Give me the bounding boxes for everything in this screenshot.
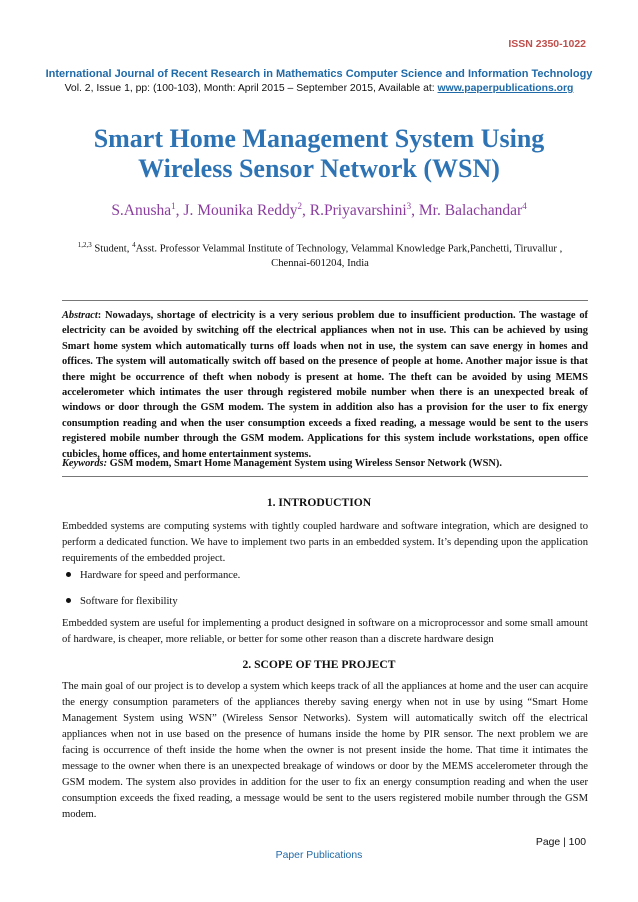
author-name: R.Priyavarshini [309, 202, 407, 220]
section-heading-scope: 2. SCOPE OF THE PROJECT [242, 658, 396, 671]
section-heading-introduction: 1. INTRODUCTION [266, 496, 372, 509]
affiliation-role: Student, [91, 243, 133, 255]
intro-paragraph-1: Embedded systems are computing systems with tightly coupled hardware and software integration, which are designed to perform a dedicated function. We have to implement two parts in an embedded system. It’s depending upon the application requirements of the embedded project. [62, 521, 588, 564]
bullet-icon [66, 572, 71, 577]
affiliation-sup: 1,2,3 [77, 241, 92, 249]
affiliation-line-2: Chennai-601204, India [271, 257, 369, 269]
abstract [62, 308, 588, 462]
list-item-text: Software for flexibility [80, 596, 178, 607]
author-name: Mr. Balachandar [418, 202, 523, 220]
keywords-label: Keywords: [62, 458, 108, 469]
issn-label: ISSN 2350-1022 [508, 38, 586, 50]
website-link[interactable]: www.paperpublications.org [437, 83, 574, 94]
paper-title [0, 124, 638, 184]
author-name: S.Anusha [111, 202, 172, 220]
volume-text: Vol. 2, Issue 1, pp: (100-103), Month: April 2015 – September 2015, Available at: [64, 83, 438, 94]
list-item [66, 570, 240, 581]
author-sup: 4 [522, 201, 527, 211]
keywords [62, 458, 588, 469]
divider-top [62, 300, 588, 301]
list-item-text: Hardware for speed and performance. [80, 570, 241, 581]
title-line-1: Smart Home Management System Using [93, 124, 545, 153]
affiliation-institute: Asst. Professor Velammal Institute of Technology, Velammal Knowledge Park,Panchetti, Tiruvallur , [135, 243, 563, 255]
abstract-text: : Nowadays, shortage of electricity is a very serious problem due to insufficient production. The wastage of electricity can be avoided by switching off the electrical appliances when not in use. This can be achieved by using Smart home system which automatically turns off loads when not in use, the system can save energy in homes and offices. The system will automatically switch off based on the presence of people at home. Another major issue is that there might be occurrence of theft when nobody is present at home. The theft can be avoided by using MEMS accelerometer which intimates the user through registered mobile number when there is an unexpected break of windows or door through the GSM modem. The system in addition also has a provision for the user to fix energy consumption reading and when the user consumption exceeds a fixed reading, a message would be sent to the users registered mobile number through the GSM modem. Applications for this system include workstations, open office cubicles, home offices, and home entertainment systems. [62, 310, 588, 460]
journal-name: International Journal of Recent Research in Mathematics Computer Science and Information Technology [45, 68, 593, 80]
bullet-icon [66, 598, 71, 603]
scope-paragraph: The main goal of our project is to develop a system which keeps track of all the appliances at home and the user can acquire the energy consumption parameters of the appliances thereby saving energy when not in use by using “Smart Home Management System using WSN” (Wireless Sensor Networks). System will automatically switch off the electrical appliances when not in use based on the presence of humans inside the home by PIR sensor. The next problem we are facing is occurrence of theft inside the home when the owner is not present inside the home. That time it intimates the message to the owner when there is an unexpected breakage of windows or door by the MEMS accelerometer through the GSM modem. The system also provides in addition for the user to fix an energy consumption reading and when the user consumption exceeds the fixed reading, a message would be sent to the users registered mobile number through the GSM modem. [62, 681, 588, 820]
affiliation-line-1 [60, 238, 580, 257]
intro-paragraph-2: Embedded system are useful for implementing a product designed in software on a microprocessor and some small amount of hardware, is cheaper, more reliable, or better for some other reason than a discrete hardware design [62, 618, 588, 645]
list-item [66, 596, 178, 607]
publisher-footer: Paper Publications [275, 850, 363, 861]
author-name: J. Mounika Reddy [183, 202, 298, 220]
abstract-label: Abstract [62, 310, 98, 321]
divider-bottom [62, 476, 588, 477]
page-number: Page | 100 [535, 837, 586, 848]
affiliation [60, 238, 580, 271]
author-sup: 3 [406, 201, 412, 211]
volume-info [0, 83, 638, 94]
title-line-2: Wireless Sensor Network (WSN) [138, 154, 500, 183]
keywords-text: GSM modem, Smart Home Management System using Wireless Sensor Network (WSN). [107, 458, 502, 469]
affiliation-sup: 4 [132, 241, 136, 249]
author-list: S.Anusha$^1$, J. Mounika Reddy$^2$, R.Priyavarshini$^3$, Mr. Balachandar$^4$ [111, 201, 527, 220]
author-sup: 1 [171, 201, 176, 211]
author-sup: 2 [297, 201, 303, 211]
